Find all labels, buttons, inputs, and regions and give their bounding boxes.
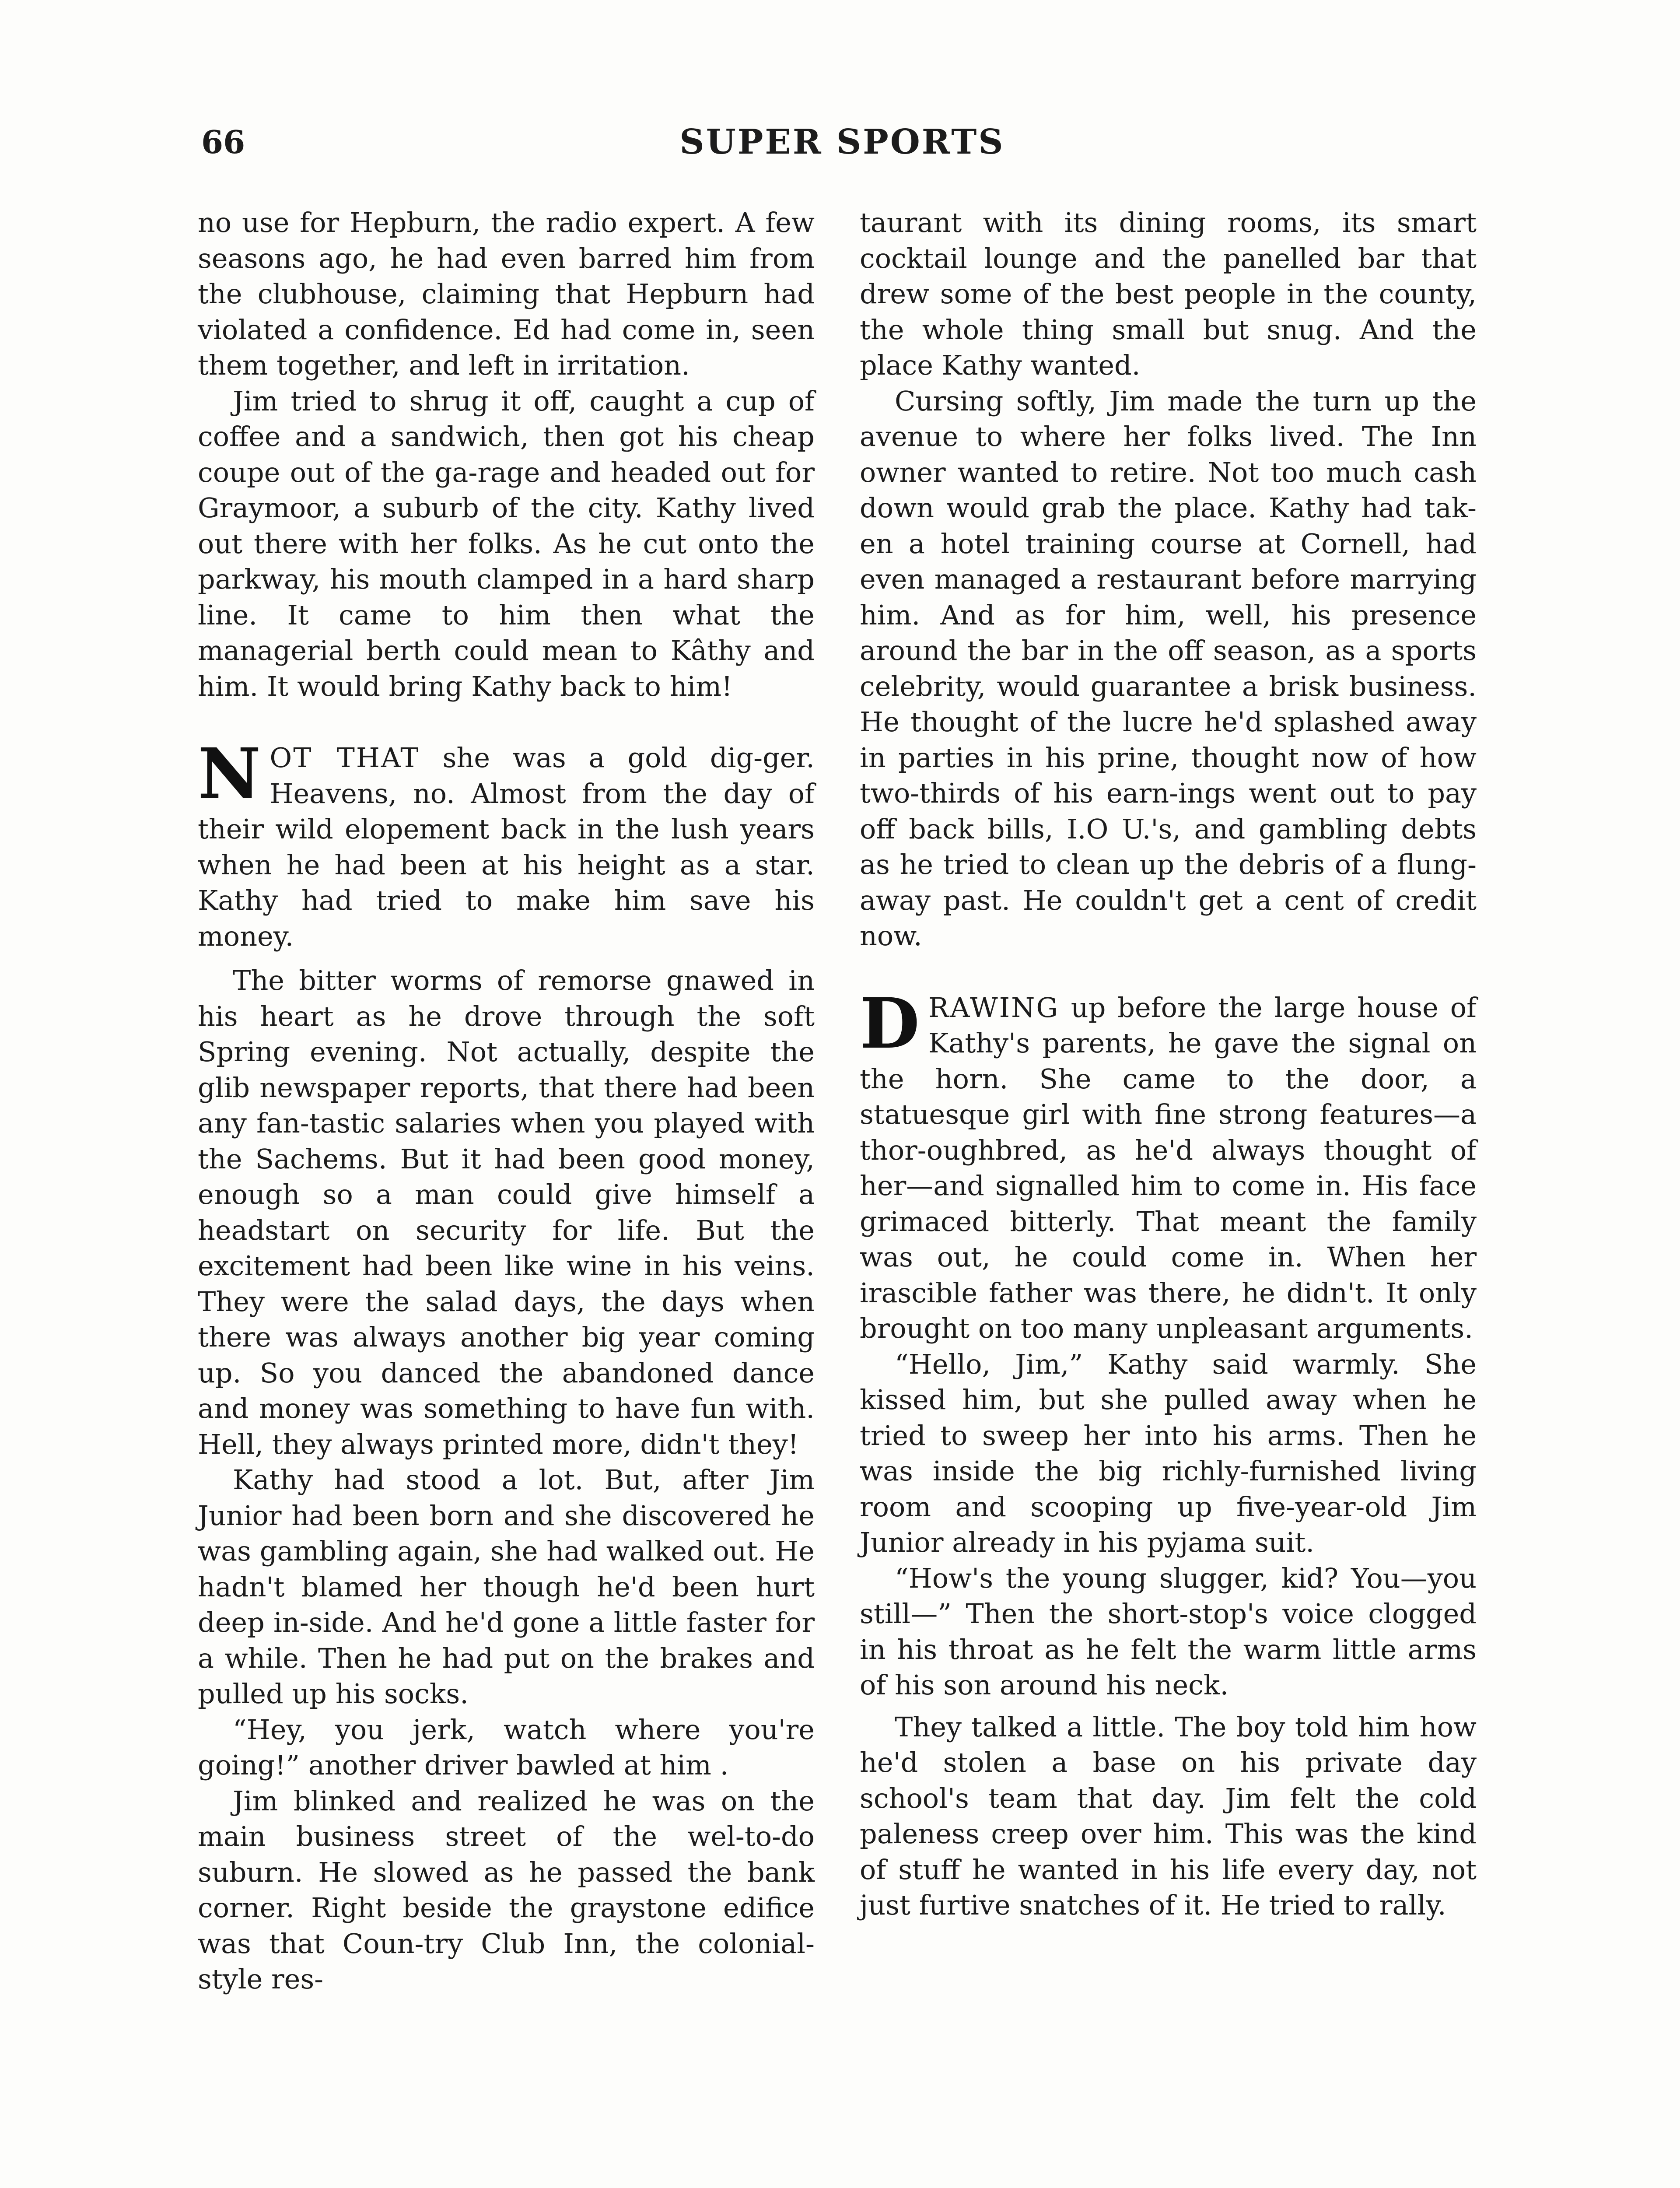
paragraph: The bitter worms of remorse gnawed in his heart as he drove through the soft Spring evening. Not actually, despite the glib newspaper reports, that there had been any fan-tastic salaries when you played with the Sachems. But it had been good money, enough so a man could give himself a headstart on security for life. But the excitement had been like wine in his veins. They were the salad days, the days when there was always another big year coming up. So you danced the abandoned dance and money was something to have fun with. Hell, they always printed more, didn't they! [198, 964, 815, 1460]
right-column [860, 205, 1477, 1923]
paragraph: taurant with its dining rooms, its smart cocktail lounge and the panelled bar that drew some of the best people in the county, the whole thing small but snug. And the place Kathy wanted. [860, 207, 1477, 381]
lead-in: RAWING [928, 991, 1059, 1024]
paragraph: Cursing softly, Jim made the turn up the avenue to where her folks lived. The Inn owner wanted to retire. Not too much cash down would grab the place. Kathy had tak-en a hotel training course at Cornell, had even managed a restaurant before marrying him. And as for him, well, his presence around the bar in the off season, as a sports celebrity, would guarantee a brisk business. He thought of the lucre he'd splashed away in parties in his prine, thought now of how two-thirds of his earn-ings went out to pay off back bills, I.O U.'s, and gambling debts as he tried to clean up the debris of a flung-away past. He couldn't get a cent of credit now. [860, 385, 1477, 952]
section-opening-paragraph [198, 733, 815, 954]
paragraph: Jim tried to shrug it off, caught a cup of coffee and a sandwich, then got his cheap coupe out of the ga-rage and headed out for Graymoor, a suburb of the city. Kathy lived out there with her folks. As he cut onto the parkway, his mouth clamped in a hard sharp line. It came to him then what the managerial berth could mean to Kâthy and him. It would bring Kathy back to him! [198, 385, 815, 702]
section-opening-paragraph [860, 983, 1477, 1346]
lead-in: OT THAT [270, 742, 420, 774]
paragraph-text: she was a gold dig-ger. Heavens, no. Almost from the day of their wild elopement back in the lush years when he had been at his height as a star. Kathy had tried to make him save his money. [198, 742, 815, 952]
drop-cap: N [198, 733, 261, 814]
drop-cap: D [860, 983, 920, 1064]
paragraph: “Hello, Jim,” Kathy said warmly. She kissed him, but she pulled away when he tried to sweep her into his arms. Then he was inside the big richly-furnished living room and scooping up five-year-old Jim Junior already in his pyjama suit. [860, 1348, 1477, 1558]
left-column [198, 205, 815, 1997]
paragraph-text: up before the large house of Kathy's parents, he gave the signal on the horn. She came to the door, a statuesque girl with fine strong features—a thor-oughbred, as he'd always thought of her—and signalled him to come in. His face grimaced bitterly. That meant the family was out, he could come in. When her irascible father was there, he didn't. It only brought on too many unpleasant arguments. [860, 991, 1477, 1344]
paragraph: no use for Hepburn, the radio expert. A few seasons ago, he had even barred him from the clubhouse, claiming that Hepburn had violated a confidence. Ed had come in, seen them together, and left in irritation. [198, 207, 815, 381]
running-head-title: SUPER SPORTS [679, 122, 1005, 162]
paragraph: Jim blinked and realized he was on the main business street of the wel-to-do suburn. He slowed as he passed the bank corner. Right beside the graystone edifice was that Coun-try Club Inn, the colonial-style res- [198, 1785, 815, 1995]
page-header [201, 118, 1483, 166]
paragraph: They talked a little. The boy told him how he'd stolen a base on his private day school's team that day. Jim felt the cold paleness creep over him. This was the kind of stuff he wanted in his life every day, not just furtive snatches of it. He tried to rally. [860, 1711, 1477, 1921]
paragraph: “How's the young slugger, kid? You—you still—” Then the short-stop's voice clogged in his throat as he felt the warm little arms of his son around his neck. [860, 1562, 1477, 1701]
page-number: 66 [201, 123, 245, 161]
paragraph: “Hey, you jerk, watch where you're going!” another driver bawled at him . [198, 1713, 815, 1781]
paragraph: Kathy had stood a lot. But, after Jim Junior had been born and she discovered he was gambling again, she had walked out. He hadn't blamed her though he'd been hurt deep in-side. And he'd gone a little faster for a while. Then he had put on the brakes and pulled up his socks. [198, 1464, 815, 1710]
